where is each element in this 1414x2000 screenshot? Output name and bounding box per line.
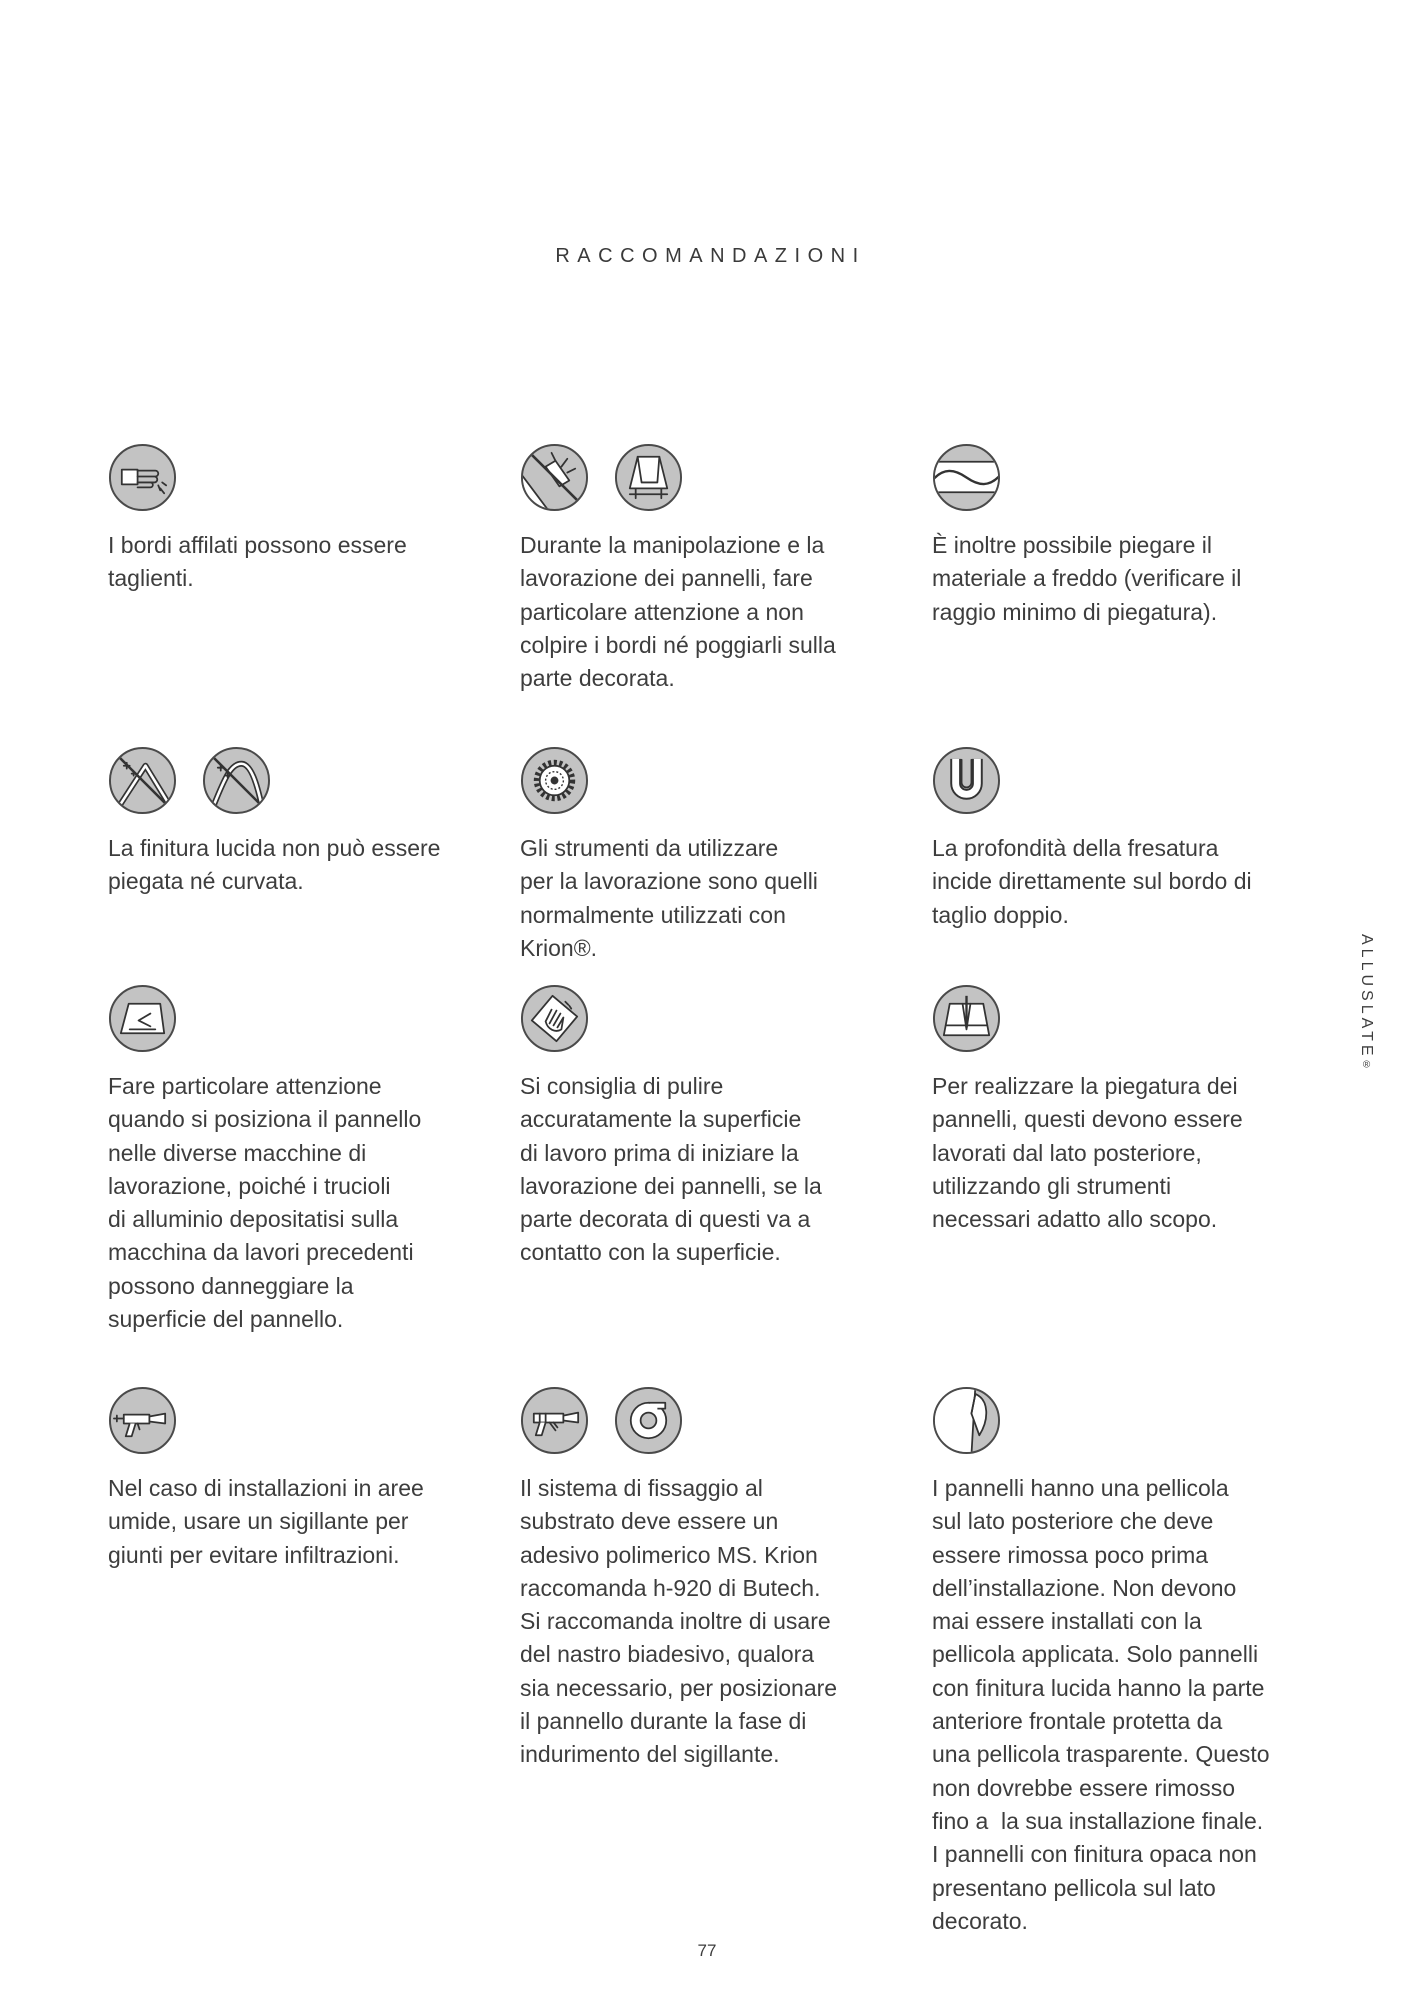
recommendation-back-fold [932, 984, 1327, 1236]
text-line: colpire i bordi né poggiarli sulla [520, 631, 836, 658]
text-line: particolare attenzione a non [520, 598, 804, 625]
text-line: sia necessario, per posizionare [520, 1674, 838, 1701]
milling-groove-icon [932, 746, 1001, 815]
text-line: il pannello durante la fase di [520, 1708, 807, 1735]
recommendation-text [108, 1472, 503, 1572]
icon-group [108, 746, 503, 815]
text-line: I bordi affilati possono essere [108, 532, 407, 558]
text-line: essere rimossa poco prima [932, 1541, 1209, 1568]
text-line: una pellicola trasparente. Questo [932, 1741, 1270, 1768]
double-sided-tape-icon [614, 1386, 683, 1455]
text-line: Si raccomanda inoltre di usare [520, 1608, 831, 1635]
recommendation-text [932, 1472, 1327, 1938]
cleaning-surface-icon [520, 984, 589, 1053]
machine-bed-chips-icon [108, 984, 177, 1053]
text-line: Krion®. [520, 934, 598, 961]
text-line: indurimento del sigillante. [520, 1741, 780, 1768]
recommendation-machine-chips [108, 984, 503, 1336]
text-line: materiale a freddo (verificare il [932, 565, 1242, 592]
text-line: mai essere installati con la [932, 1608, 1202, 1635]
text-line: parte decorata. [520, 665, 675, 692]
adhesive-gun-icon [520, 1386, 589, 1455]
no-impact-edge-icon [520, 443, 589, 512]
text-line: piegata né curvata. [108, 868, 304, 895]
text-line: fino a la sua installazione finale. [932, 1807, 1264, 1834]
recommendation-text [520, 529, 915, 695]
text-line: dell’installazione. Non devono [932, 1574, 1237, 1601]
recommendation-text [520, 1472, 915, 1772]
text-line: macchina da lavori precedenti [108, 1239, 414, 1266]
icon-group [108, 1386, 503, 1455]
recommendation-cleaning [520, 984, 915, 1270]
recommendation-milling-depth [932, 746, 1327, 932]
recommendation-protective-film [932, 1386, 1327, 1938]
back-side-fold-icon [932, 984, 1001, 1053]
text-line: utilizzando gli strumenti [932, 1172, 1172, 1199]
text-line: taglienti. [108, 565, 194, 592]
text-line: accuratamente la superficie [520, 1106, 802, 1133]
text-line: per la lavorazione sono quelli [520, 868, 818, 895]
recommendation-cold-bending [932, 443, 1327, 629]
text-line: lavorati dal lato posteriore, [932, 1139, 1202, 1166]
registered-mark: ® [1361, 1059, 1372, 1071]
text-line: lavorazione dei pannelli, se la [520, 1172, 822, 1199]
recommendation-text [932, 832, 1327, 932]
text-line: substrato deve essere un [520, 1508, 779, 1535]
text-line: superficie del pannello. [108, 1306, 344, 1333]
recommendation-text [932, 1070, 1327, 1236]
text-line: incide direttamente sul bordo di [932, 868, 1252, 895]
text-line: anteriore frontale protetta da [932, 1708, 1223, 1735]
text-line: La profondità della fresatura [932, 835, 1219, 861]
text-line: Il sistema di fissaggio al [520, 1475, 763, 1501]
text-line: parte decorata di questi va a [520, 1206, 811, 1233]
text-line: lavorazione dei pannelli, fare [520, 565, 813, 592]
text-line: La finitura lucida non può essere [108, 835, 441, 861]
sealant-gun-icon [108, 1386, 177, 1455]
recommendation-text [108, 529, 503, 596]
text-line: di lavoro prima di iniziare la [520, 1139, 799, 1166]
text-line: Per realizzare la piegatura dei [932, 1073, 1238, 1099]
recommendation-gloss-finish [108, 746, 503, 899]
text-line: presentano pellicola sul lato [932, 1874, 1216, 1901]
text-line: Nel caso di installazioni in aree [108, 1475, 424, 1501]
icon-group [520, 1386, 915, 1455]
text-line: pannelli, questi devono essere [932, 1106, 1243, 1133]
peel-film-icon [932, 1386, 1001, 1455]
saw-blade-icon [520, 746, 589, 815]
recommendation-text [108, 1070, 503, 1336]
text-line: quando si posiziona il pannello [108, 1106, 422, 1133]
icon-group [520, 443, 915, 512]
text-line: del nastro biadesivo, qualora [520, 1641, 815, 1668]
text-line: Durante la manipolazione e la [520, 532, 825, 558]
text-line: I pannelli con finitura opaca non [932, 1841, 1257, 1868]
icon-group [520, 746, 915, 815]
recommendation-text [108, 832, 503, 899]
text-line: I pannelli hanno una pellicola [932, 1475, 1229, 1501]
text-line: lavorazione, poiché i trucioli [108, 1172, 391, 1199]
text-line: con finitura lucida hanno la parte [932, 1674, 1265, 1701]
text-line: giunti per evitare infiltrazioni. [108, 1541, 400, 1568]
no-rest-decorated-side-icon [614, 443, 683, 512]
text-line: adesivo polimerico MS. Krion [520, 1541, 818, 1568]
icon-group [932, 746, 1327, 815]
text-line: pellicola applicata. Solo pannelli [932, 1641, 1259, 1668]
cold-bend-icon [932, 443, 1001, 512]
recommendation-sharp-edges [108, 443, 503, 596]
recommendation-fixing-system [520, 1386, 915, 1772]
recommendation-text [520, 1070, 915, 1270]
side-brand-text: ALLUSLATE [1358, 934, 1375, 1060]
text-line: Gli strumenti da utilizzare [520, 835, 779, 861]
text-line: di alluminio depositatisi sulla [108, 1206, 399, 1233]
text-line: taglio doppio. [932, 901, 1069, 928]
no-bend-gloss-curve-icon [202, 746, 271, 815]
text-line: possono danneggiare la [108, 1272, 354, 1299]
page-title: RACCOMANDAZIONI [555, 245, 866, 267]
recommendation-handling [520, 443, 915, 695]
sharp-edge-hand-icon [108, 443, 177, 512]
text-line: umide, usare un sigillante per [108, 1508, 409, 1535]
no-bend-gloss-angle-icon [108, 746, 177, 815]
icon-group [108, 984, 503, 1053]
recommendation-text [932, 529, 1327, 629]
recommendation-text [520, 832, 915, 965]
text-line: Si consiglia di pulire [520, 1073, 724, 1099]
text-line: normalmente utilizzati con [520, 901, 786, 928]
icon-group [932, 984, 1327, 1053]
text-line: decorato. [932, 1907, 1028, 1934]
recommendation-sealant [108, 1386, 503, 1572]
text-line: È inoltre possibile piegare il [932, 532, 1212, 558]
text-line: raccomanda h-920 di Butech. [520, 1574, 821, 1601]
page-number: 77 [697, 1941, 717, 1960]
text-line: contatto con la superficie. [520, 1239, 781, 1266]
icon-group [108, 443, 503, 512]
icon-group [932, 443, 1327, 512]
icon-group [520, 984, 915, 1053]
icon-group [932, 1386, 1327, 1455]
recommendation-tools [520, 746, 915, 965]
text-line: raggio minimo di piegatura). [932, 598, 1218, 625]
text-line: necessari adatto allo scopo. [932, 1206, 1218, 1233]
text-line: Fare particolare attenzione [108, 1073, 382, 1099]
text-line: nelle diverse macchine di [108, 1139, 367, 1166]
side-brand-label [1357, 934, 1375, 1071]
text-line: sul lato posteriore che deve [932, 1508, 1214, 1535]
text-line: non dovrebbe essere rimosso [932, 1774, 1235, 1801]
